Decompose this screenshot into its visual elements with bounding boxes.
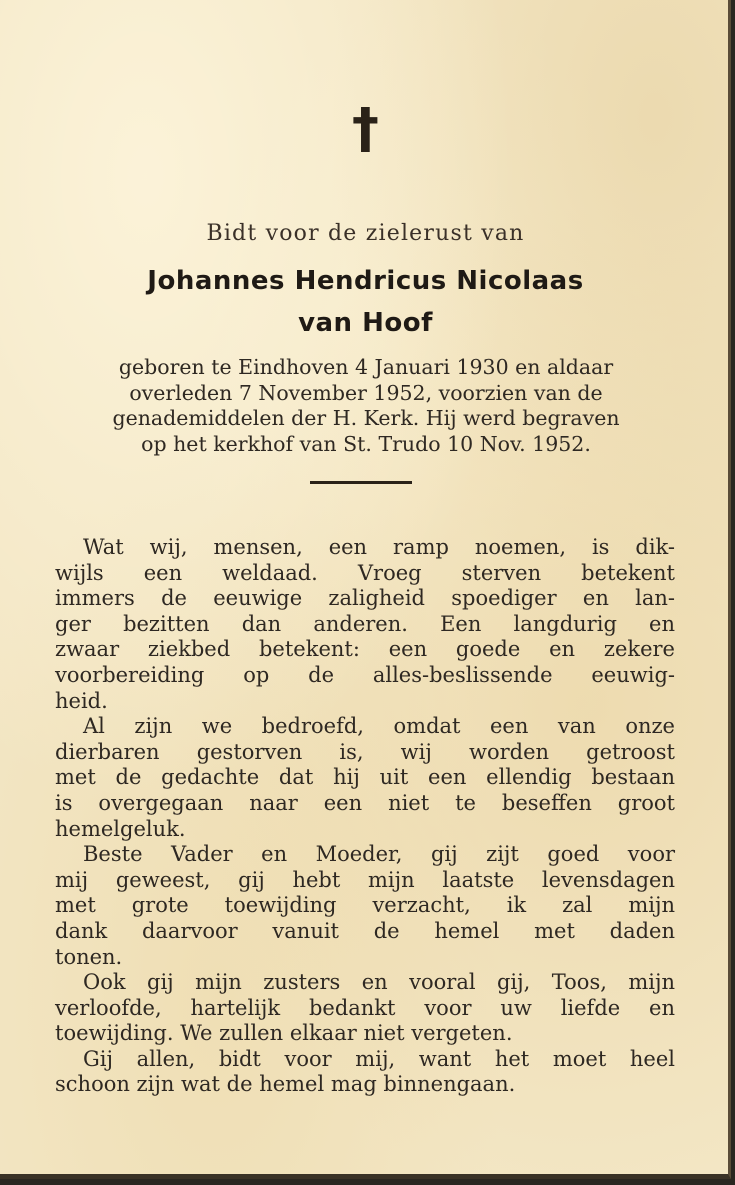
text-line: ger bezitten dan anderen. Een langdurig en	[55, 611, 675, 636]
details-line: geboren te Eindhoven 4 Januari 1930 en aldaar	[118, 355, 614, 379]
text-line: dierbaren gestorven is, wij worden getroost	[55, 739, 675, 764]
text-line: verloofde, hartelijk bedankt voor uw liefde en	[55, 995, 675, 1020]
text-line: Wat wij, mensen, een ramp noemen, is dik-	[83, 535, 675, 559]
text-line: tonen.	[55, 944, 123, 969]
text-line: immers de eeuwige zaligheid spoediger en lan-	[55, 586, 675, 611]
text-line: met grote toewijding verzacht, ik zal mijn	[55, 893, 675, 918]
details-line: op het kerkhof van St. Trudo 10 Nov. 1952.	[141, 431, 591, 456]
text-line: mij geweest, gij hebt mijn laatste levensdagen	[55, 867, 675, 892]
memorial-text	[55, 535, 675, 1098]
text-line: dank daarvoor vanuit de hemel met daden	[55, 918, 675, 943]
text-line: met de gedachte dat hij uit een ellendig bestaan	[55, 765, 675, 790]
divider	[310, 481, 412, 484]
text-line: zwaar ziekbed betekent: een goede en zekere	[55, 637, 675, 662]
text-line: toewijding. We zullen elkaar niet vergeten.	[55, 1021, 513, 1046]
text-line: voorbereiding op de alles-beslissende eeuwig-	[55, 662, 675, 687]
text-line: hemelgeluk.	[55, 816, 186, 841]
text-line: Gij allen, bidt voor mij, want het moet heel	[83, 1046, 675, 1071]
text-line: schoon zijn wat de hemel mag binnengaan.	[55, 1072, 516, 1097]
text-line: wijls een weldaad. Vroeg sterven betekent	[55, 560, 675, 585]
cross-icon: †	[352, 97, 379, 160]
text-line: is overgegaan naar een niet te beseffen groot	[55, 790, 675, 815]
text-line: Beste Vader en Moeder, gij zijt goed voor	[83, 842, 675, 867]
text-line: heid.	[55, 688, 108, 713]
text-line: Ook gij mijn zusters en vooral gij, Toos, mijn	[83, 970, 675, 995]
text-line: Al zijn we bedroefd, omdat een van onze	[83, 714, 675, 739]
details-line: overleden 7 November 1952, voorzien van de	[129, 380, 603, 405]
birth-death-details	[57, 355, 675, 457]
deceased-name-line1: Johannes Hendricus Nicolaas	[147, 266, 584, 296]
deceased-name-line2: van Hoof	[298, 308, 433, 338]
intro-line: Bidt voor de zielerust van	[206, 221, 525, 246]
details-line: genademiddelen der H. Kerk. Hij werd begraven	[112, 406, 620, 430]
